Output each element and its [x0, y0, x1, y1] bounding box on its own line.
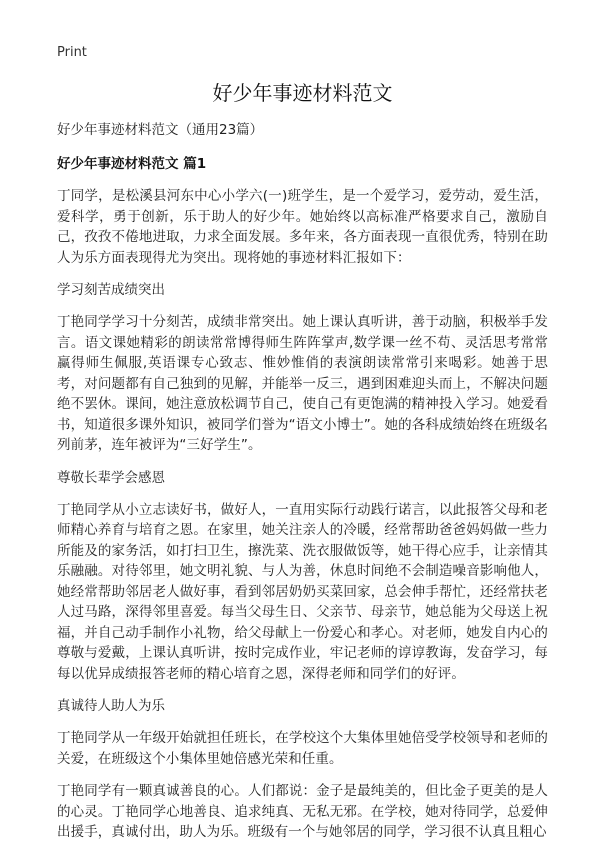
intro-paragraph: 丁同学，是松溪县河东中心小学六(一)班学生，是一个爱学习，爱劳动，爱生活，爱科学，勇于创新，乐于助人的好少年。她始终以高标准严格要求自己，激励自己，孜孜不倦地进取，力求全面发展。多年来，各方面表现一直很优秀，特别在助人为乐方面表现得尤为突出。现将她的事迹材料汇报如下：: [57, 188, 548, 266]
document-body: [57, 78, 548, 843]
section-title: 好少年事迹材料范文 篇1: [57, 156, 207, 172]
subheading-study: 学习刻苦成绩突出: [57, 282, 165, 298]
respect-paragraph: 丁艳同学从小立志读好书，做好人，一直用实际行动践行诺言，以此报答父母和老师精心养育与培育之恩。在家里，她关注亲人的冷暖，经常帮助爸爸妈妈做一些力所能及的家务活，如打扫卫生，擦洗菜、洗衣服做饭等，她干得心应手，让亲情其乐融融。对待邻里，她文明礼貌、与人为善，休息时间绝不会制造噪音影响他人，她经常帮助邻居老人做好事，看到邻居奶奶买菜回家，总会伸手帮忙，还经常扶老人过马路，深得邻里喜爱。每当父母生日、父亲节、母亲节，她总能为父母送上祝福，并自己动手制作小礼物，给父母献上一份爱心和孝心。对老师，她发自内心的尊敬与爱戴，上课认真听讲，按时完成作业，牢记老师的谆谆教诲，发奋学习，每每以优异成绩报答老师的精心培育之恩，深得老师和同学们的好评。: [57, 501, 548, 682]
subheading-helpful: 真诚待人助人为乐: [57, 698, 165, 714]
kindness-paragraph: 丁艳同学有一颗真诚善良的心。人们都说：金子是最纯美的，但比金子更美的是人的心灵。丁艳同学心地善良、追求纯真、无私无邪。在学校，她对待同学，总爱伸出援手，真诚付出，助人为乐。班级有一个与她邻居的同学，学习很不认真且粗心: [57, 783, 548, 840]
document-subtitle: 好少年事迹材料范文（通用23篇）: [57, 122, 264, 138]
subheading-respect: 尊敬长辈学会感恩: [57, 469, 165, 486]
print-link[interactable]: Print: [57, 45, 87, 60]
monitor-paragraph: 丁艳同学从一年级开始就担任班长，在学校这个大集体里她倍受学校领导和老师的关爱，在班级这个小集体里她倍感光荣和任重。: [57, 730, 548, 767]
study-paragraph: 丁艳同学学习十分刻苦，成绩非常突出。她上课认真听讲，善于动脑，积极举手发言。语文课她精彩的朗读常常博得师生阵阵掌声,数学课一丝不苟、灵活思考常常赢得师生佩服,英语课专心致志、惟妙惟俏的表演朗读常常引来喝彩。她善于思考，对问题都有自己独到的见解，并能举一反三，遇到困难迎头而上，不解决问题绝不罢休。课间，她注意放松调节自己，使自己有更饱满的精神投入学习。她爱看书，知道很多课外知识，被同学们誉为“语文小博士”。她的各科成绩始终在班级名列前茅，连年被评为“三好学生”。: [57, 314, 548, 453]
page-title: 好少年事迹材料范文: [212, 81, 393, 105]
